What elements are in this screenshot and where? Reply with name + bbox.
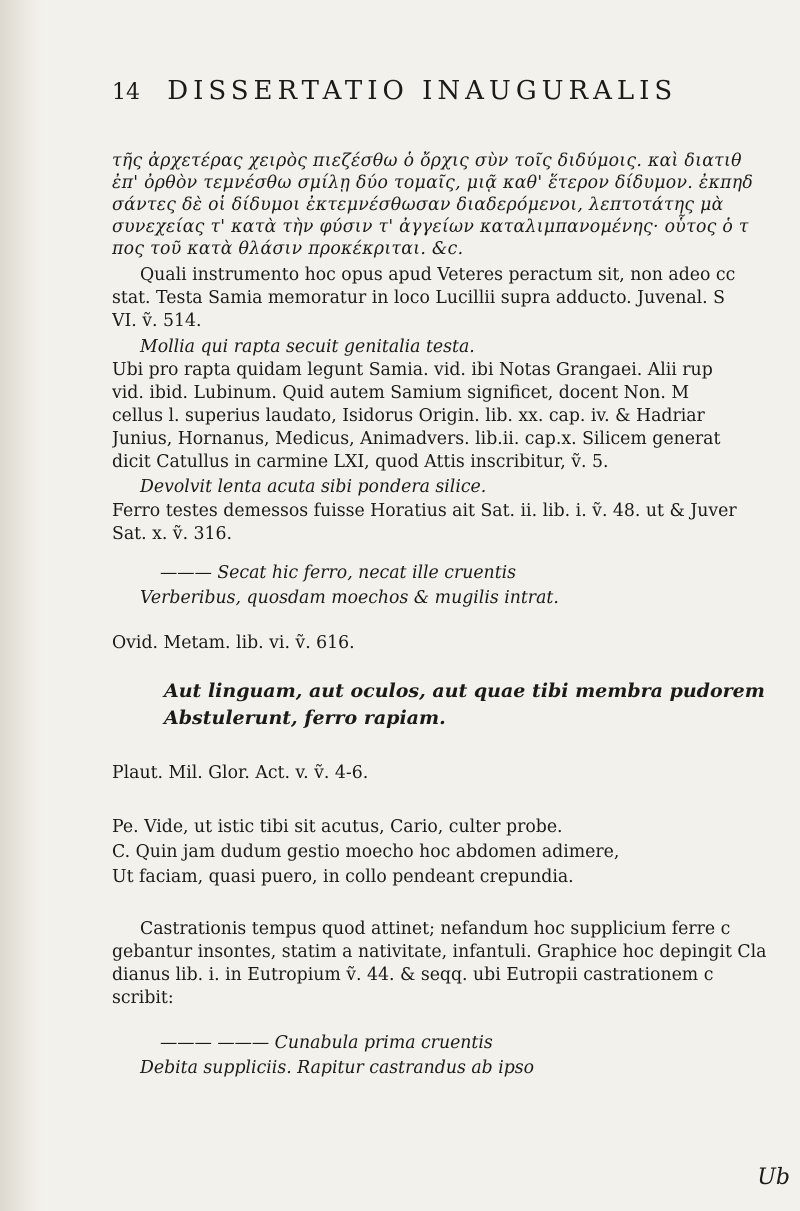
greek-line: συνεχείας τ' κατὰ τὴν φύσιν τ' ἀγγείων καταλιμπανομένης· οὗτος ὁ τ xyxy=(112,217,749,237)
dialogue-line: Pe. Vide, ut istic tibi sit acutus, Cario, culter probe. xyxy=(112,817,563,837)
paragraph-line: Castrationis tempus quod attinet; nefandum hoc supplicium ferre c xyxy=(140,919,731,939)
paragraph-line: cellus l. superius laudato, Isidorus Origin. lib. xx. cap. iv. & Hadriar xyxy=(112,406,705,426)
paragraph-line: dicit Catullus in carmine LXI, quod Attis inscribitur, ṽ. 5. xyxy=(112,452,609,472)
catchword: Ub xyxy=(757,1165,790,1190)
paragraph-line: Junius, Hornanus, Medicus, Animadvers. lib.ii. cap.x. Silicem generat xyxy=(112,429,721,449)
greek-line: ἐπ' ὀρθὸν τεμνέσθω σμίλῃ δύο τομαῖς, μιᾷ καθ' ἕτερον δίδυμον. ἐκπηδ xyxy=(112,173,754,193)
quotation-verse: Mollia qui rapta secuit genitalia testa. xyxy=(140,337,475,357)
paragraph-line: Quali instrumento hoc opus apud Veteres peractum sit, non adeo cc xyxy=(140,265,736,285)
paragraph-line: Sat. x. ṽ. 316. xyxy=(112,524,233,544)
paragraph-line: dianus lib. i. in Eutropium ṽ. 44. & seqq. ubi Eutropii castrationem c xyxy=(112,965,714,985)
citation-line: Plaut. Mil. Glor. Act. v. ṽ. 4-6. xyxy=(112,763,369,783)
citation-line: Ovid. Metam. lib. vi. ṽ. 616. xyxy=(112,633,355,653)
paragraph-line: vid. ibid. Lubinum. Quid autem Samium significet, docent Non. M xyxy=(112,383,690,403)
paragraph-line: stat. Testa Samia memoratur in loco Lucillii supra adducto. Juvenal. S xyxy=(112,288,726,308)
paragraph-line: Ubi pro rapta quidam legunt Samia. vid. ibi Notas Grangaei. Alii rup xyxy=(112,360,713,380)
quotation-verse: Devolvit lenta acuta sibi pondera silice. xyxy=(140,477,487,497)
quotation-verse: Abstulerunt, ferro rapiam. xyxy=(164,707,446,729)
quotation-verse: Debita suppliciis. Rapitur castrandus ab ipso xyxy=(140,1058,535,1078)
paragraph-line: VI. ṽ. 514. xyxy=(112,311,202,331)
greek-line: τῆς ἀρχετέρας χειρὸς πιεζέσθω ὁ ὄρχις σὺν τοῖς διδύμοις. καὶ διατιθ xyxy=(112,151,742,171)
quotation-verse: Aut linguam, aut oculos, aut quae tibi membra pudorem xyxy=(164,680,765,702)
paragraph-line: scribit: xyxy=(112,988,174,1008)
quotation-verse: ——— Secat hic ferro, necat ille cruentis xyxy=(160,563,517,583)
page-number: 14 xyxy=(112,80,140,105)
quotation-verse: ——— ——— Cunabula prima cruentis xyxy=(160,1033,493,1053)
dialogue-line: Ut faciam, quasi puero, in collo pendeant crepundia. xyxy=(112,867,574,887)
paragraph-line: Ferro testes demessos fuisse Horatius ait Sat. ii. lib. i. ṽ. 48. ut & Juver xyxy=(112,501,737,521)
running-header xyxy=(112,76,800,106)
dialogue-line: C. Quin jam dudum gestio moecho hoc abdomen adimere, xyxy=(112,842,620,862)
paragraph-line: gebantur insontes, statim a nativitate, infantuli. Graphice hoc depingit Cla xyxy=(112,942,767,962)
greek-line: σάντες δὲ οἱ δίδυμοι ἐκτεμνέσθωσαν διαδερόμενοι, λεπτοτάτης μὰ xyxy=(112,195,724,215)
quotation-verse: Verberibus, quosdam moechos & mugilis intrat. xyxy=(140,588,559,608)
running-title: DISSERTATIO INAUGURALIS xyxy=(167,76,678,106)
greek-line: πος τοῦ κατὰ θλάσιν προκέκριται. &c. xyxy=(112,239,464,259)
page-gutter-shadow xyxy=(0,0,42,1211)
